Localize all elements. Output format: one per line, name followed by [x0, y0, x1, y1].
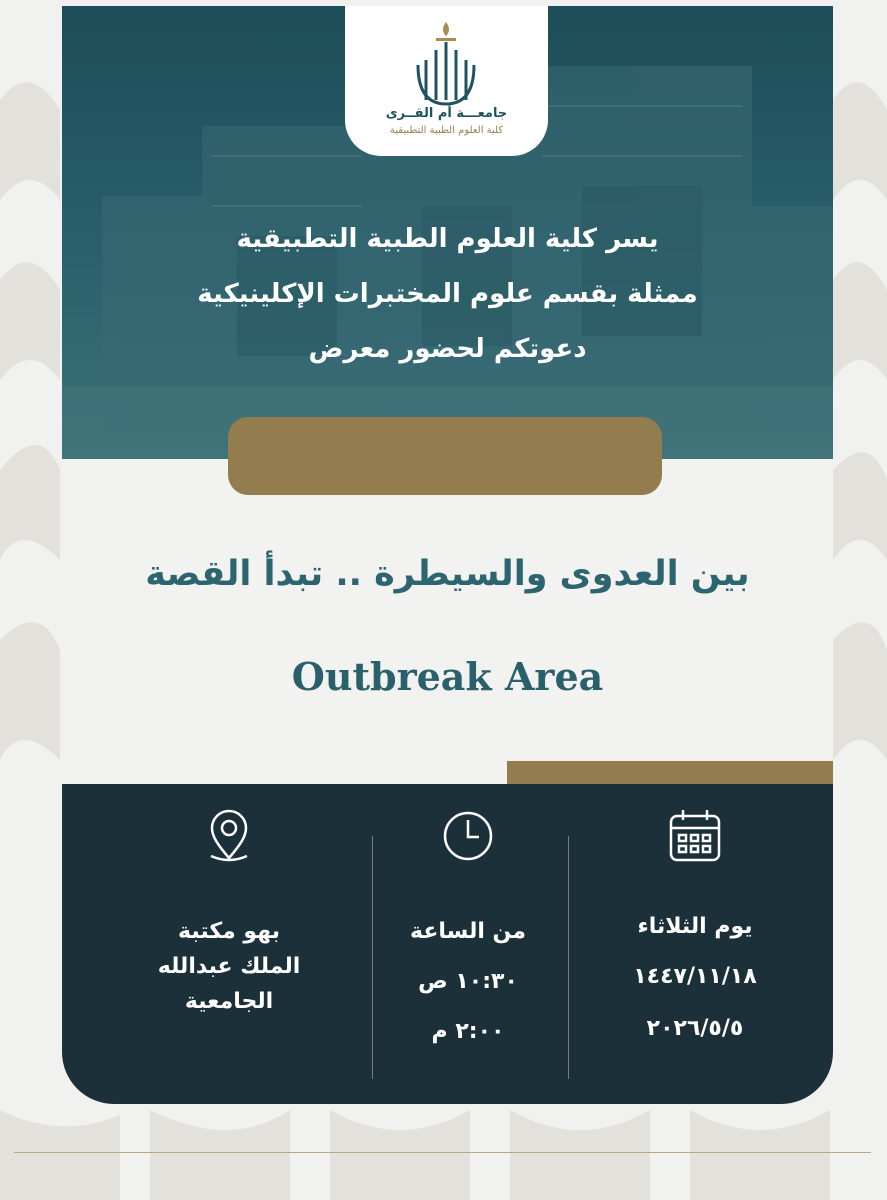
event-details-panel — [62, 784, 833, 1104]
footer-divider — [14, 1152, 871, 1153]
hero-banner — [62, 6, 833, 459]
university-logo — [345, 6, 548, 156]
event-day: يوم الثلاثاء — [637, 914, 753, 939]
hero-line-1: يسر كلية العلوم الطبية التطبيقية — [236, 224, 659, 254]
university-name: جامعـــة أم القــرى — [385, 106, 508, 121]
hero-line-2: ممثلة بقسم علوم المختبرات الإكلينيكية — [197, 279, 698, 309]
university-emblem-icon — [406, 20, 486, 108]
invitation-card — [62, 6, 833, 1104]
calendar-icon — [665, 806, 725, 866]
time-end: ٢:٠٠ م — [431, 1019, 505, 1044]
college-name: كلية العلوم الطبية التطبيقية — [389, 125, 504, 136]
location-line-2: الملك عبدالله — [157, 954, 301, 979]
gold-accent-bar — [507, 761, 833, 786]
gold-pill-banner — [228, 417, 662, 495]
date-column — [595, 784, 795, 1104]
time-column — [368, 784, 568, 1104]
hero-line-3: دعوتكم لحضور معرض — [308, 334, 587, 364]
location-line-1: بهو مكتبة — [178, 919, 280, 944]
event-date-gregorian: ٢٠٢٦/٥/٥ — [646, 1016, 744, 1041]
clock-icon — [438, 806, 498, 866]
event-title-arabic: بين العدوى والسيطرة .. تبدأ القصة — [145, 554, 750, 594]
time-start: ١٠:٣٠ ص — [418, 969, 518, 994]
time-label: من الساعة — [410, 919, 526, 944]
event-date-hijri: ١٤٤٧/١١/١٨ — [633, 964, 757, 989]
location-pin-icon — [199, 806, 259, 866]
location-line-3: الجامعية — [184, 989, 274, 1014]
divider — [568, 836, 569, 1079]
location-column — [129, 784, 329, 1104]
event-title-english: Outbreak Area — [291, 654, 604, 699]
